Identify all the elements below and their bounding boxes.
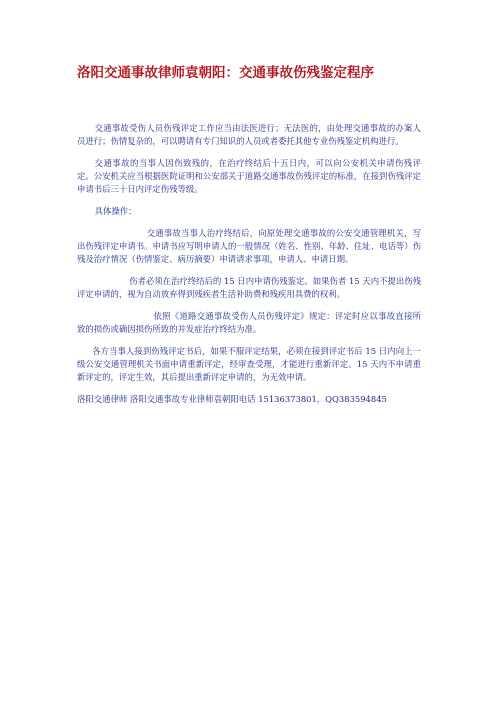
paragraph-application-letter: 交通事故当事人治疗终结后，向原处理交通事故的公安交通管理机关，写出伤残评定申请书。申请书应写明申请人的一般情况（姓名、性别、年龄、住址、电话等）伤残及治疗情况（伤情鉴定、病历摘要）申请请求事项，申请人、申请日期。 xyxy=(77,228,421,264)
paragraph-procedure-heading: 具体操作： xyxy=(94,206,137,216)
paragraph-application-deadline: 交通事故的当事人因伤致残的，在治疗终结后十五日内，可以向公安机关申请伤残评定。公安机关应当根据医院证明和公安部关于道路交通事故伤残评定的标准，在接到伤残评定申请书后三十日内评定伤残等级。 xyxy=(77,158,421,194)
paragraph-evaluation-standard: 依照《道路交通事故受伤人员伤残评定》规定：评定时应以事故直接所致的损伤或确因损伤所致的并发症治疗终结为准。 xyxy=(77,311,421,334)
paragraph-evaluator: 交通事故受伤人员伤残评定工作应当由法医进行；无法医的，由处理交通事故的办案人员进行；伤情复杂的，可以聘请有专门知识的人员或者委托其他专业伤残鉴定机构进行。 xyxy=(77,123,421,146)
footer-contact: 洛阳交通律师 洛阳交通事故专业律师袁朝阳电话 15136373801，QQ383594845 xyxy=(77,394,387,404)
paragraph-re-evaluation: 各方当事人接到伤残评定书后，如果不服评定结果，必须在接到评定书后 15 日内向上一级公安交通管理机关书面申请重新评定，经审查受理，才能进行重新评定。15 天内不申请重新评定的，评定生效，其后提出重新评定申请的，为无效申请。 xyxy=(77,346,421,382)
paragraph-fifteen-days: 伤者必须在治疗终结后的 15 日内申请伤残鉴定。如果伤者 15 天内不提出伤残评定申请的，视为自动放弃得到残疾者生活补助费和残疾用具费的权利。 xyxy=(77,276,421,299)
document-body xyxy=(77,122,421,415)
document-title: 洛阳交通事故律师袁朝阳：交通事故伤残鉴定程序 xyxy=(77,65,374,81)
